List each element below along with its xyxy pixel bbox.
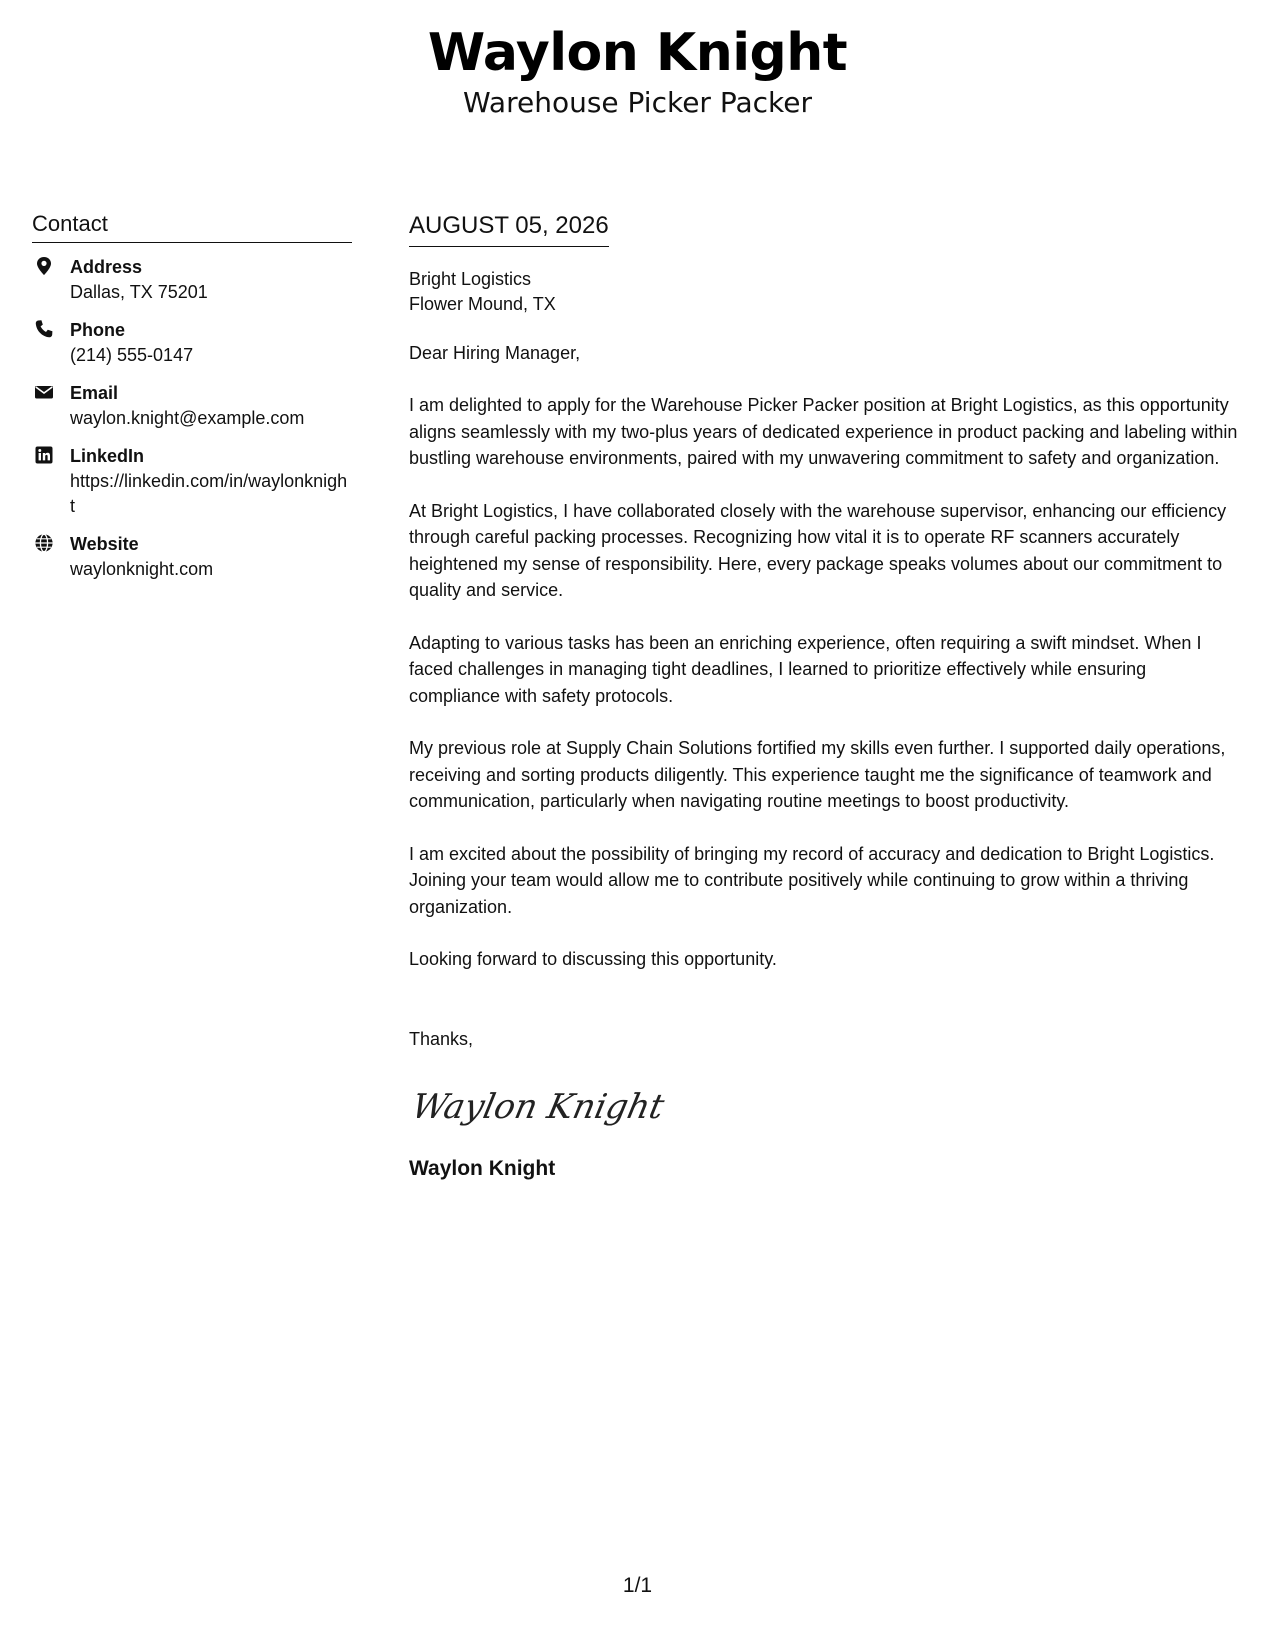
- contact-label: Phone: [70, 320, 126, 340]
- letter-paragraph: Adapting to various tasks has been an enriching experience, often requiring a swift mindset. When I faced challenges in managing tight deadlines, I learned to prioritize effectively while ensuring compliance with safety protocols.: [409, 632, 1202, 706]
- contact-value[interactable]: waylonknight.com: [70, 559, 214, 579]
- letter-paragraph: Looking forward to discussing this opportunity.: [409, 949, 777, 969]
- recipient-block: [409, 267, 1241, 317]
- contact-item-email: [32, 381, 352, 431]
- handwritten-signature: [417, 1076, 677, 1136]
- contact-item-linkedin: [32, 444, 352, 519]
- contact-sidebar: [32, 210, 352, 595]
- contact-item-phone: [32, 318, 352, 368]
- letter-paragraph: I am excited about the possibility of bringing my record of accuracy and dedication to Bright Logistics. Joining your team would allow me to contribute positively while continuing to grow within a thriving organization.: [409, 843, 1215, 917]
- contact-value[interactable]: https://linkedin.com/in/waylonknight: [70, 471, 348, 516]
- recipient-company: Bright Logistics: [409, 269, 532, 289]
- letter-paragraph: At Bright Logistics, I have collaborated closely with the warehouse supervisor, enhancing our efficiency through careful packing processes. Recognizing how vital it is to operate RF scanners accurately heightened my sense of responsibility. Here, every package speaks volumes about our commitment to quality and service.: [409, 500, 1227, 600]
- letter-paragraph: I am delighted to apply for the Warehouse Picker Packer position at Bright Logistics, as this opportunity aligns seamlessly with my two-plus years of dedicated experience in product packing and labeling within bustling warehouse environments, paired with my unwavering commitment to safety and organization.: [409, 395, 1238, 468]
- contact-value: Dallas, TX 75201: [70, 282, 208, 302]
- linkedin-icon: [34, 445, 54, 465]
- applicant-name: Waylon Knight: [427, 23, 848, 83]
- contact-label: Address: [70, 257, 143, 277]
- contact-item-address: [32, 255, 352, 305]
- contact-value: (214) 555-0147: [70, 345, 194, 365]
- signed-name: Waylon Knight: [409, 1156, 556, 1180]
- contact-label: Email: [70, 383, 119, 403]
- signature-text: Waylon Knight: [417, 1086, 668, 1127]
- phone-icon: [34, 319, 54, 339]
- applicant-title: Warehouse Picker Packer: [463, 86, 812, 119]
- envelope-icon: [34, 382, 54, 402]
- contact-value: waylon.knight@example.com: [70, 408, 305, 428]
- letter-date: AUGUST 05, 2026: [409, 210, 609, 247]
- globe-icon: [34, 533, 54, 553]
- salutation: Dear Hiring Manager,: [409, 343, 581, 363]
- contact-item-website: [32, 532, 352, 582]
- contact-heading: Contact: [32, 210, 352, 243]
- letter-body: [409, 210, 1241, 1183]
- letter-header: [0, 22, 1275, 120]
- contact-label: LinkedIn: [70, 446, 145, 466]
- contact-label: Website: [70, 534, 139, 554]
- recipient-location: Flower Mound, TX: [409, 294, 556, 314]
- page-number: 1/1: [622, 1574, 653, 1597]
- map-pin-icon: [34, 256, 54, 276]
- closing: Thanks,: [409, 1028, 474, 1049]
- letter-paragraph: My previous role at Supply Chain Solutions fortified my skills even further. I supported daily operations, receiving and sorting products diligently. This experience taught me the significance of teamwork and communication, particularly when navigating routine meetings to boost productivity.: [409, 738, 1226, 811]
